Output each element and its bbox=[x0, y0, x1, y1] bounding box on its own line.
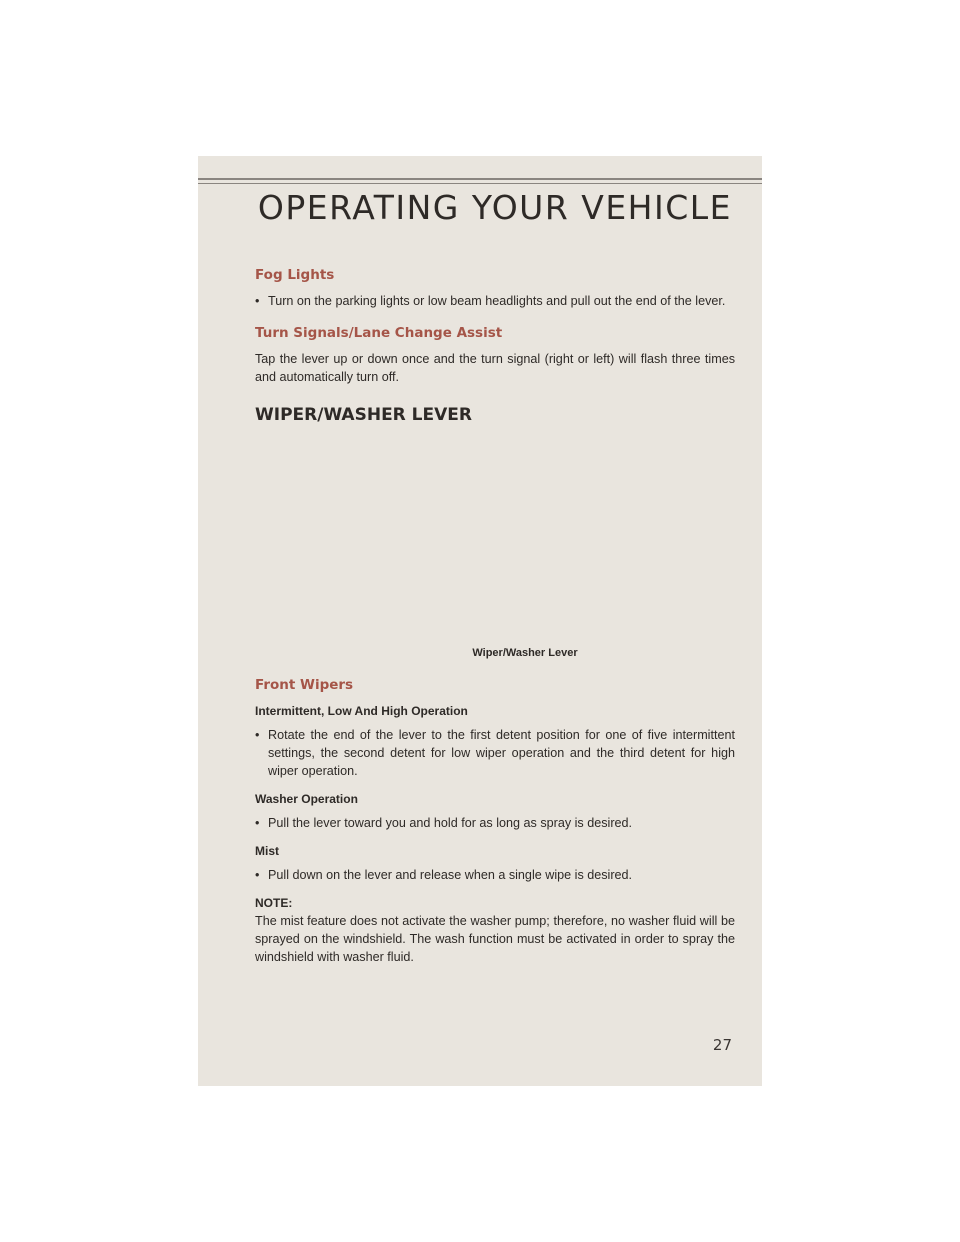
manual-page bbox=[198, 156, 762, 1086]
mist-title: Mist bbox=[255, 844, 279, 858]
bullet-icon: • bbox=[255, 728, 260, 742]
washer-title: Washer Operation bbox=[255, 792, 358, 806]
figure-caption: Wiper/Washer Lever bbox=[472, 647, 578, 659]
intermittent-bullet: • Rotate the end of the lever to the first detent position for one of five intermittent settings, the second detent for low wiper operation and the third detent for high wiper operation. bbox=[255, 728, 735, 778]
header-rule-thin bbox=[198, 183, 762, 184]
note-text: The mist feature does not activate the washer pump; therefore, no washer fluid will be sprayed on the windshield. The wash function must be activated in order to spray the windshield with washer fluid. bbox=[255, 914, 735, 964]
page-content bbox=[255, 266, 735, 966]
note-label: NOTE: bbox=[255, 896, 293, 910]
header-rule bbox=[198, 178, 762, 180]
section-title: OPERATING YOUR VEHICLE bbox=[257, 188, 732, 227]
intermittent-title: Intermittent, Low And High Operation bbox=[255, 704, 468, 718]
wiper-washer-heading: WIPER/WASHER LEVER bbox=[255, 405, 472, 425]
front-wipers-heading: Front Wipers bbox=[255, 677, 354, 693]
page-number: 27 bbox=[712, 1036, 732, 1054]
turn-signals-heading: Turn Signals/Lane Change Assist bbox=[255, 325, 503, 341]
mist-bullet: • Pull down on the lever and release when a single wipe is desired. bbox=[255, 868, 633, 882]
bullet-icon: • bbox=[255, 816, 260, 830]
fog-lights-bullet: • Turn on the parking lights or low beam headlights and pull out the end of the lever. bbox=[255, 294, 726, 308]
bullet-icon: • bbox=[255, 294, 260, 308]
fog-lights-heading: Fog Lights bbox=[255, 267, 335, 283]
washer-bullet: • Pull the lever toward you and hold for as long as spray is desired. bbox=[255, 816, 633, 830]
wiper-washer-figure bbox=[255, 424, 735, 644]
bullet-icon: • bbox=[255, 868, 260, 882]
turn-signals-text: Tap the lever up or down once and the turn signal (right or left) will flash three times and automatically turn off. bbox=[255, 352, 735, 384]
